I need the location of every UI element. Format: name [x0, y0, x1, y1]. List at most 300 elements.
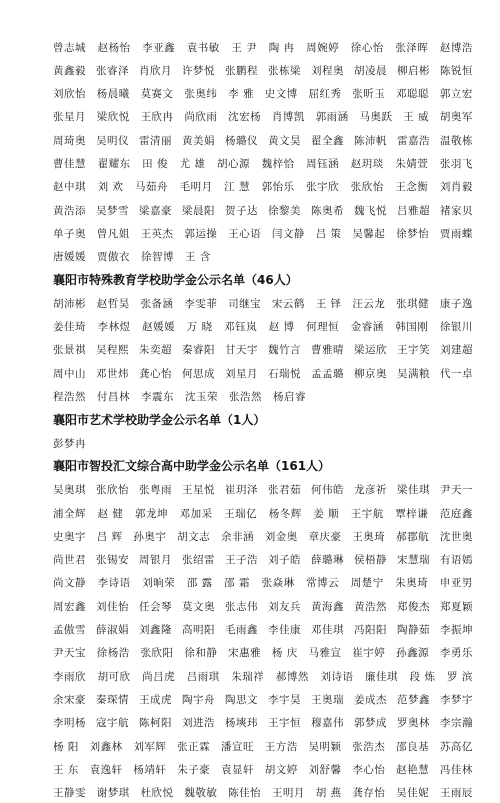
- name-row: [53, 317, 473, 337]
- student-name: 朱婧萱: [395, 158, 429, 170]
- student-name: 郭雨涵: [315, 111, 349, 124]
- student-name: 章庆豪: [308, 530, 342, 543]
- student-name: 邓聪聪: [396, 88, 430, 101]
- student-name: 李雯菲: [184, 297, 218, 310]
- name-row: [53, 363, 473, 383]
- student-name: 李诗语: [97, 577, 131, 590]
- student-name: 范庭鑫: [439, 507, 473, 520]
- student-name: 陈柯阳: [139, 717, 172, 730]
- student-name: 王雨辰: [439, 787, 473, 800]
- student-name: 潘宣旺: [220, 740, 254, 753]
- student-name: 李明杨: [53, 717, 86, 730]
- student-name: 甘天宇: [225, 344, 258, 357]
- student-name: 闫文静: [271, 227, 305, 240]
- student-name: 沈玉荣: [185, 391, 218, 403]
- student-name: 周婉婷: [306, 41, 340, 54]
- student-name: 王奥瑞: [311, 693, 344, 706]
- name-row: [53, 480, 473, 500]
- student-name: 吴梦雪: [96, 204, 129, 217]
- student-name: 杨晨曦: [96, 88, 130, 101]
- student-name: 唐媛媛: [53, 251, 86, 264]
- name-row: [53, 573, 473, 593]
- student-name: 冯佳林: [439, 763, 473, 776]
- student-name: 翟全鑫: [311, 134, 344, 147]
- student-name: 赵媛媛: [142, 321, 176, 334]
- name-row: [53, 503, 473, 523]
- student-name: 吕 辉: [96, 530, 123, 543]
- student-name: 周琦奥: [53, 134, 86, 147]
- student-name: 张鹏程: [225, 64, 258, 77]
- student-name: 刘金奥: [264, 530, 298, 543]
- student-name: 李心怡: [352, 763, 386, 776]
- student-name: 刘鑫林: [89, 740, 123, 753]
- student-name: 尹天宝: [53, 647, 86, 660]
- student-name: 张浩杰: [352, 740, 386, 753]
- student-name: 赵 健: [97, 507, 124, 520]
- student-name: 秦睿阳: [182, 344, 215, 357]
- student-name: 邓佳琪: [311, 624, 344, 636]
- student-name: 吴程熙: [96, 344, 129, 357]
- student-name: 康子逸: [439, 297, 473, 310]
- student-name: 沈世奥: [439, 530, 473, 543]
- student-name: 罗奥林: [397, 717, 430, 730]
- student-name: 刘鑫隆: [139, 624, 172, 636]
- student-name: 张星月: [53, 111, 86, 124]
- student-name: 黄浩然: [354, 600, 387, 613]
- name-row: [53, 620, 473, 640]
- student-name: 尚文静: [53, 577, 86, 590]
- student-name: 刘程奥: [311, 64, 344, 77]
- student-name: 龙彦祈: [354, 484, 387, 497]
- student-name: 吴佳妮: [396, 787, 430, 800]
- student-name: 温敬栋: [440, 134, 473, 147]
- student-name: 雷嘉浩: [397, 134, 430, 147]
- student-name: 梁嘉豪: [139, 204, 172, 217]
- name-row: [53, 759, 473, 779]
- student-name: 王奥琦: [352, 530, 386, 543]
- student-name: 肖欣月: [139, 64, 172, 77]
- student-name: 李佳康: [268, 624, 301, 636]
- student-name: 毛雨鑫: [225, 624, 258, 636]
- section-heading: 襄阳市艺术学校助学金公示名单（1人）: [53, 412, 266, 427]
- student-name: 魏竹言: [268, 344, 301, 357]
- student-name: 梁欣悦: [96, 111, 130, 124]
- student-name: 张琪健: [396, 297, 430, 310]
- student-name: 崔玥泽: [225, 484, 258, 497]
- student-name: 吕雅超: [397, 204, 430, 217]
- student-name: 胡文志: [177, 530, 211, 543]
- name-row: [53, 293, 473, 313]
- student-name: 黄鑫毅: [53, 64, 86, 77]
- student-name: 姜成杰: [354, 693, 387, 706]
- student-name: 魏敬敏: [184, 787, 218, 800]
- student-name: 李宗瀚: [440, 717, 473, 730]
- student-name: 陈奥希: [311, 204, 344, 217]
- student-name: 邓加采: [179, 507, 213, 520]
- student-name: 胡奥军: [439, 111, 473, 124]
- student-name: 程浩然: [53, 391, 86, 403]
- student-name: 梁运欣: [354, 344, 387, 357]
- student-name: 赵杨怡: [97, 41, 131, 54]
- student-name: 张志伟: [225, 600, 258, 613]
- student-name: 李勇乐: [439, 647, 473, 660]
- student-name: 王念衡: [395, 181, 429, 194]
- student-name: 张君茹: [268, 484, 301, 497]
- student-name: 孟傲雪: [53, 624, 86, 636]
- student-name: 王英杰: [140, 227, 174, 240]
- student-name: 侯梧静: [354, 554, 387, 567]
- student-name: 邵 霜: [224, 577, 250, 590]
- name-row: [53, 130, 473, 150]
- student-name: 徐黎美: [268, 204, 301, 217]
- student-name: 胡心源: [217, 158, 250, 170]
- student-name: 寇宇航: [96, 717, 129, 730]
- student-name: 褚家贝: [440, 204, 473, 217]
- student-name: 杜欣悦: [140, 787, 174, 800]
- student-name: 王子浩: [225, 554, 258, 567]
- student-name: 陶思文: [225, 693, 258, 706]
- student-name: 陶宇舟: [182, 693, 215, 706]
- student-name: 刘 欢: [97, 181, 124, 194]
- student-name: 徐和静: [184, 647, 218, 660]
- name-row: [53, 177, 473, 197]
- student-name: 李林煜: [97, 321, 131, 334]
- student-name: 张粤雨: [139, 484, 172, 497]
- student-name: 申亚男: [439, 577, 473, 590]
- student-name: 赵中琪: [53, 181, 86, 194]
- student-name: 刘友兵: [268, 600, 301, 613]
- student-name: 浦全辉: [53, 507, 86, 520]
- name-row: [53, 107, 473, 127]
- student-name: 袁显轩: [220, 763, 254, 776]
- student-name: 张奥纬: [184, 88, 218, 101]
- name-row: [53, 387, 473, 407]
- student-name: 陈锐恒: [440, 64, 473, 77]
- student-name: 李雨欣: [53, 670, 86, 683]
- student-name: 杨 阳: [53, 740, 79, 753]
- name-row: [53, 247, 473, 267]
- student-name: 杨冬辉: [268, 507, 302, 520]
- student-name: 杨塽玮: [225, 717, 258, 730]
- student-name: 郭龙坤: [135, 507, 168, 520]
- student-name: 张焱琳: [261, 577, 295, 590]
- student-name: 韩国刚: [395, 321, 429, 334]
- student-name: 何思成: [182, 367, 215, 380]
- student-name: 尚欣雨: [184, 111, 218, 124]
- student-name: 高明阳: [182, 624, 215, 636]
- student-name: 周钰涵: [306, 158, 340, 170]
- student-name: 张绍雷: [182, 554, 215, 567]
- student-name: 罗 滨: [447, 670, 473, 683]
- student-name: 尹天一: [440, 484, 473, 497]
- student-name: 何理恒: [306, 321, 340, 334]
- student-name: 杨启睿: [273, 391, 306, 403]
- student-name: 司继宝: [228, 297, 262, 310]
- student-name: 周宏鑫: [53, 600, 86, 613]
- student-name: 贾傲衣: [97, 251, 130, 264]
- student-name: 朱瑞祥: [231, 670, 265, 683]
- student-name: 宋慧瑞: [397, 554, 430, 567]
- student-name: 刘诗语: [320, 670, 354, 683]
- student-name: 刘星月: [225, 367, 258, 380]
- student-name: 王 尹: [231, 41, 258, 54]
- student-name: 张宇欣: [306, 181, 340, 194]
- student-name: 梁佳琪: [397, 484, 430, 497]
- student-name: 郭立宏: [439, 88, 473, 101]
- name-row: [53, 84, 473, 104]
- student-name: 任会琴: [139, 600, 172, 613]
- student-name: 常博云: [306, 577, 340, 590]
- student-name: 郑夏颖: [440, 600, 473, 613]
- student-name: 孙奥宇: [133, 530, 167, 543]
- student-name: 张睿泽: [96, 64, 129, 77]
- name-row: [53, 736, 473, 756]
- student-name: 王静雯: [53, 787, 86, 800]
- student-name: 汪云龙: [352, 297, 386, 310]
- student-name: 梁晨阳: [182, 204, 215, 217]
- student-name: 胡沛彬: [53, 297, 86, 310]
- name-row: [53, 223, 473, 243]
- student-name: 陈佳怡: [228, 787, 262, 800]
- student-name: 龚存怡: [352, 787, 386, 800]
- student-name: 许梦悦: [182, 64, 215, 77]
- student-name: 张欣阳: [140, 647, 174, 660]
- student-name: 李 雅: [228, 88, 254, 101]
- student-name: 莫文奥: [182, 600, 215, 613]
- name-row: [53, 783, 473, 803]
- student-name: 余宋豪: [53, 693, 86, 706]
- student-name: 刘子皓: [268, 554, 301, 567]
- student-name: 黄美娟: [182, 134, 215, 147]
- student-name: 黄浩添: [53, 204, 86, 217]
- student-name: 张锡安: [96, 554, 129, 567]
- student-name: 张栋梁: [268, 64, 301, 77]
- student-name: 单子奥: [53, 227, 86, 240]
- student-name: 何伟皓: [311, 484, 344, 497]
- student-name: 尤 雄: [179, 158, 206, 170]
- student-name: 张羽飞: [439, 158, 473, 170]
- student-name: 江 慧: [224, 181, 250, 194]
- student-name: 薛璐琳: [311, 554, 344, 567]
- student-name: 刘舒馨: [308, 763, 342, 776]
- student-name: 王心语: [228, 227, 262, 240]
- student-name: 邵良基: [396, 740, 430, 753]
- student-name: 廉佳琪: [365, 670, 399, 683]
- student-name: 王明月: [271, 787, 305, 800]
- student-name: 王宇恒: [268, 717, 301, 730]
- student-name: 贺子达: [225, 204, 258, 217]
- student-name: 郭梦成: [354, 717, 387, 730]
- name-row: [53, 60, 473, 80]
- student-name: 薛淑娟: [96, 624, 129, 636]
- student-name: 范梦鑫: [397, 693, 430, 706]
- name-row: [53, 433, 473, 453]
- name-row: [53, 154, 473, 174]
- student-name: 苏高亿: [439, 740, 473, 753]
- student-name: 陶 冉: [268, 41, 295, 54]
- student-name: 尚世君: [53, 554, 86, 567]
- student-name: 陶静茹: [397, 624, 430, 636]
- student-name: 覃梓谦: [395, 507, 429, 520]
- student-name: 万 晓: [186, 321, 213, 334]
- student-name: 朱奕超: [139, 344, 172, 357]
- student-name: 朱子豪: [177, 763, 211, 776]
- student-name: 周银月: [139, 554, 172, 567]
- student-name: 史文博: [264, 88, 298, 101]
- student-name: 姜佳琦: [53, 321, 86, 334]
- student-name: 史奥宇: [53, 530, 86, 543]
- student-name: 曹雅晴: [311, 344, 344, 357]
- student-name: 陈沛帆: [354, 134, 387, 147]
- student-name: 莫赛文: [140, 88, 174, 101]
- student-name: 有语嫣: [440, 554, 473, 567]
- name-row: [53, 340, 473, 360]
- student-name: 张备涵: [140, 297, 174, 310]
- student-name: 张景祺: [53, 344, 86, 357]
- section-heading: 襄阳市智投汇文综合高中助学金公示名单（161人）: [53, 459, 331, 474]
- name-row: [53, 550, 473, 570]
- student-name: 马雅宣: [308, 647, 342, 660]
- student-name: 代一卓: [440, 367, 473, 380]
- student-name: 徐智博: [141, 251, 174, 264]
- student-name: 屈红秀: [308, 88, 342, 101]
- student-name: 黄文昊: [268, 134, 301, 147]
- student-name: 刘佳怡: [96, 600, 129, 613]
- student-name: 张浩然: [229, 391, 262, 403]
- student-name: 徐银川: [439, 321, 473, 334]
- student-name: 赵玥琰: [350, 158, 384, 170]
- student-name: 王宇航: [350, 507, 384, 520]
- student-name: 柳京奥: [354, 367, 387, 380]
- student-name: 雷清丽: [139, 134, 172, 147]
- student-name: 袁逸轩: [89, 763, 123, 776]
- student-name: 刘建超: [440, 344, 473, 357]
- student-name: 李宇昊: [268, 693, 301, 706]
- student-name: 孟孟璐: [311, 367, 344, 380]
- student-name: 王成虎: [139, 693, 172, 706]
- student-name: 郭运操: [184, 227, 218, 240]
- student-name: 柳启彬: [397, 64, 430, 77]
- student-name: 张正霖: [177, 740, 211, 753]
- student-name: 石瑞悦: [268, 367, 301, 380]
- student-name: 吕 策: [315, 227, 342, 240]
- student-name: 袁书敏: [186, 41, 220, 54]
- student-name: 邓世炜: [96, 367, 129, 380]
- student-name: 赵艳慧: [396, 763, 430, 776]
- student-name: 周楚宁: [350, 577, 384, 590]
- student-name: 曾凡姐: [96, 227, 130, 240]
- student-name: 田 俊: [142, 158, 168, 170]
- student-name: 王 铎: [315, 297, 342, 310]
- student-name: 赵 博: [268, 321, 295, 334]
- student-name: 马茹舟: [135, 181, 168, 194]
- student-name: 邵 露: [186, 577, 213, 590]
- student-name: 刘军辉: [133, 740, 167, 753]
- section-heading: 襄阳市特殊教育学校助学金公示名单（46人）: [53, 273, 298, 287]
- student-name: 崔宇婷: [352, 647, 386, 660]
- student-name: 徐杨浩: [96, 647, 130, 660]
- student-name: 彭梦冉: [53, 437, 86, 450]
- student-name: 马奥跃: [359, 111, 393, 124]
- student-name: 吴明仪: [96, 134, 129, 147]
- student-name: 邓钰岚: [224, 321, 258, 334]
- student-name: 冯阳阳: [354, 624, 387, 636]
- name-row: [53, 526, 473, 546]
- student-name: 贾雨蝶: [439, 227, 473, 240]
- student-name: 刘肖毅: [439, 181, 473, 194]
- student-name: 赵博浩: [439, 41, 473, 54]
- student-name: 郝郡航: [396, 530, 430, 543]
- student-name: 王欣冉: [140, 111, 174, 124]
- student-name: 王 含: [185, 251, 211, 264]
- student-name: 胡可欣: [97, 670, 131, 683]
- student-name: 胡 燕: [315, 787, 342, 800]
- student-name: 王星悦: [182, 484, 215, 497]
- student-name: 刘欣怡: [53, 88, 86, 101]
- student-name: 魏梓恰: [261, 158, 295, 170]
- student-name: 赵哲昊: [96, 297, 130, 310]
- student-name: 刘进浩: [182, 717, 215, 730]
- student-name: 李震东: [141, 391, 174, 403]
- student-name: 徐梦怡: [396, 227, 430, 240]
- student-name: 穆嘉伟: [311, 717, 344, 730]
- name-row: [53, 37, 473, 57]
- name-row: [53, 689, 473, 709]
- student-name: 段 炼: [409, 670, 436, 683]
- student-name: 吴奥琪: [53, 484, 86, 497]
- student-name: 李亚鑫: [142, 41, 176, 54]
- student-name: 秦琛情: [96, 693, 129, 706]
- student-name: 郭怡乐: [261, 181, 295, 194]
- student-name: 吴馨起: [352, 227, 386, 240]
- student-name: 王 威: [403, 111, 430, 124]
- student-name: 姜 顺: [313, 507, 340, 520]
- student-name: 吴满粮: [397, 367, 430, 380]
- student-name: 朱奥琦: [395, 577, 429, 590]
- student-name: 余非涵: [220, 530, 254, 543]
- student-name: 沈宏杨: [228, 111, 262, 124]
- name-row: [53, 666, 473, 686]
- student-name: 毛明月: [179, 181, 213, 194]
- student-name: 吕雨琪: [186, 670, 220, 683]
- student-name: 曾志城: [53, 41, 86, 54]
- name-row: [53, 643, 473, 663]
- student-name: 肖博凯: [271, 111, 305, 124]
- name-row: [53, 713, 473, 733]
- student-name: 郝博然: [275, 670, 309, 683]
- student-name: 魏飞悦: [354, 204, 387, 217]
- student-name: 谢梦琪: [96, 787, 130, 800]
- student-name: 胡凌晨: [354, 64, 387, 77]
- student-name: 王瑞亿: [224, 507, 258, 520]
- student-name: 龚心怡: [139, 367, 172, 380]
- student-name: 刘晌荣: [142, 577, 176, 590]
- student-name: 杨璐仪: [225, 134, 258, 147]
- student-name: 翟耀东: [97, 158, 131, 170]
- student-name: 黄海鑫: [311, 600, 344, 613]
- student-name: 宋云鹤: [271, 297, 305, 310]
- student-name: 尚吕虎: [142, 670, 176, 683]
- student-name: 孙鑫源: [396, 647, 430, 660]
- student-name: 金睿涵: [350, 321, 384, 334]
- student-name: 徐心怡: [350, 41, 384, 54]
- student-name: 曹佳慧: [53, 158, 86, 170]
- student-name: 张欣怡: [96, 484, 129, 497]
- student-name: 付昌林: [97, 391, 130, 403]
- name-row: [53, 200, 473, 220]
- student-name: 周中山: [53, 367, 86, 380]
- name-row: [53, 596, 473, 616]
